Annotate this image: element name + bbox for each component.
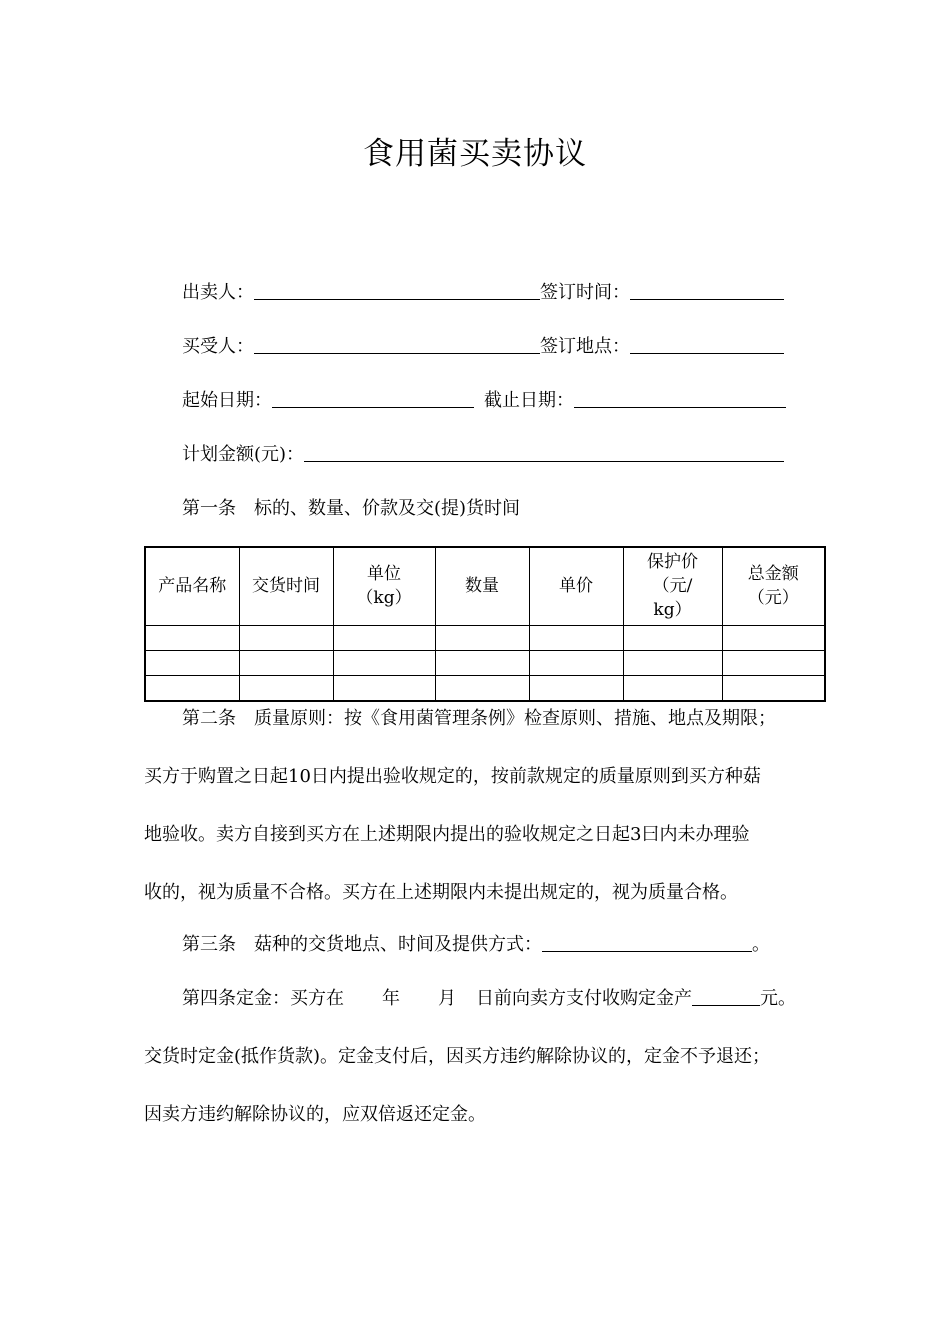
- header-quantity: 数量: [435, 547, 529, 625]
- document-title: 食用菌买卖协议: [363, 136, 587, 172]
- table-cell[interactable]: [239, 625, 333, 650]
- amount-row: [182, 442, 784, 468]
- sign-place-label: 签订地点：: [540, 336, 630, 357]
- start-date-blank[interactable]: [272, 389, 474, 408]
- table-row: [145, 625, 825, 650]
- table-cell[interactable]: [435, 676, 529, 701]
- table-row: [145, 650, 825, 675]
- header-delivery-time: 交货时间: [239, 547, 333, 625]
- table-cell[interactable]: [722, 650, 825, 675]
- table-cell[interactable]: [333, 676, 435, 701]
- table-cell[interactable]: [145, 676, 239, 701]
- table-cell[interactable]: [145, 625, 239, 650]
- end-date-blank[interactable]: [574, 389, 786, 408]
- goods-table: [144, 546, 826, 702]
- table-cell[interactable]: [623, 625, 722, 650]
- article-3-end: 。: [752, 934, 770, 955]
- table-cell[interactable]: [435, 650, 529, 675]
- table-header-row: [145, 547, 825, 625]
- article-2-line-4: 收的，视为质量不合格。买方在上述期限内未提出规定的，视为质量合格。: [144, 882, 738, 903]
- table-cell[interactable]: [623, 650, 722, 675]
- table-cell[interactable]: [239, 650, 333, 675]
- planned-amount-blank[interactable]: [304, 443, 784, 462]
- article-3: [182, 932, 770, 958]
- header-total-amount: 总金额 （元）: [722, 547, 825, 625]
- table-cell[interactable]: [435, 625, 529, 650]
- seller-label: 出卖人：: [182, 282, 254, 303]
- start-date-label: 起始日期：: [182, 390, 272, 411]
- article-2-line-1: 第二条 质量原则：按《食用菌管理条例》检查原则、措施、地点及期限；: [182, 708, 776, 729]
- article-1-heading: 第一条 标的、数量、价款及交(提)货时间: [182, 498, 521, 519]
- article-4-line-2: 交货时定金(抵作货款)。定金支付后，因买方违约解除协议的，定金不予退还；: [144, 1046, 771, 1067]
- table-cell[interactable]: [722, 625, 825, 650]
- table-cell[interactable]: [529, 676, 623, 701]
- header-product-name: 产品名称: [145, 547, 239, 625]
- sign-place-blank[interactable]: [630, 335, 784, 354]
- delivery-method-blank[interactable]: [542, 933, 752, 952]
- article-4-part-2: 日前向卖方支付收购定金产: [476, 988, 692, 1009]
- end-date-label: 截止日期：: [484, 390, 574, 411]
- article-4-line-3: 因卖方违约解除协议的，应双倍返还定金。: [144, 1104, 486, 1125]
- article-4-part-1: 第四条定金：买方在: [182, 988, 344, 1009]
- buyer-blank[interactable]: [254, 335, 540, 354]
- seller-blank[interactable]: [254, 281, 540, 300]
- seller-row: [182, 280, 784, 306]
- table-cell[interactable]: [333, 650, 435, 675]
- planned-amount-label: 计划金额(元)：: [182, 444, 305, 465]
- table-cell[interactable]: [145, 650, 239, 675]
- table-cell[interactable]: [722, 676, 825, 701]
- buyer-label: 买受人：: [182, 336, 254, 357]
- header-unit-price: 单价: [529, 547, 623, 625]
- deposit-amount-blank[interactable]: [692, 987, 760, 1006]
- article-4-year: 年: [382, 988, 400, 1009]
- article-3-text: 第三条 菇种的交货地点、时间及提供方式：: [182, 934, 542, 955]
- article-4-end: 元。: [760, 988, 796, 1009]
- table-cell[interactable]: [333, 625, 435, 650]
- sign-time-label: 签订时间：: [540, 282, 630, 303]
- dates-row: [182, 388, 786, 414]
- table-cell[interactable]: [529, 650, 623, 675]
- article-2-line-3: 地验收。卖方自接到买方在上述期限内提出的验收规定之日起3曰内未办理验: [144, 824, 750, 845]
- article-4-month: 月: [438, 988, 456, 1009]
- table-row: [145, 676, 825, 701]
- buyer-row: [182, 334, 784, 360]
- table-cell[interactable]: [239, 676, 333, 701]
- article-2-line-2: 买方于购置之日起10日内提出验收规定的，按前款规定的质量原则到买方种菇: [144, 766, 761, 787]
- header-protection-price: 保护价 （元/ kg）: [623, 547, 722, 625]
- table-cell[interactable]: [529, 625, 623, 650]
- header-unit: 单位 （kg）: [333, 547, 435, 625]
- table-cell[interactable]: [623, 676, 722, 701]
- sign-time-blank[interactable]: [630, 281, 784, 300]
- article-4-line-1: [182, 986, 796, 1012]
